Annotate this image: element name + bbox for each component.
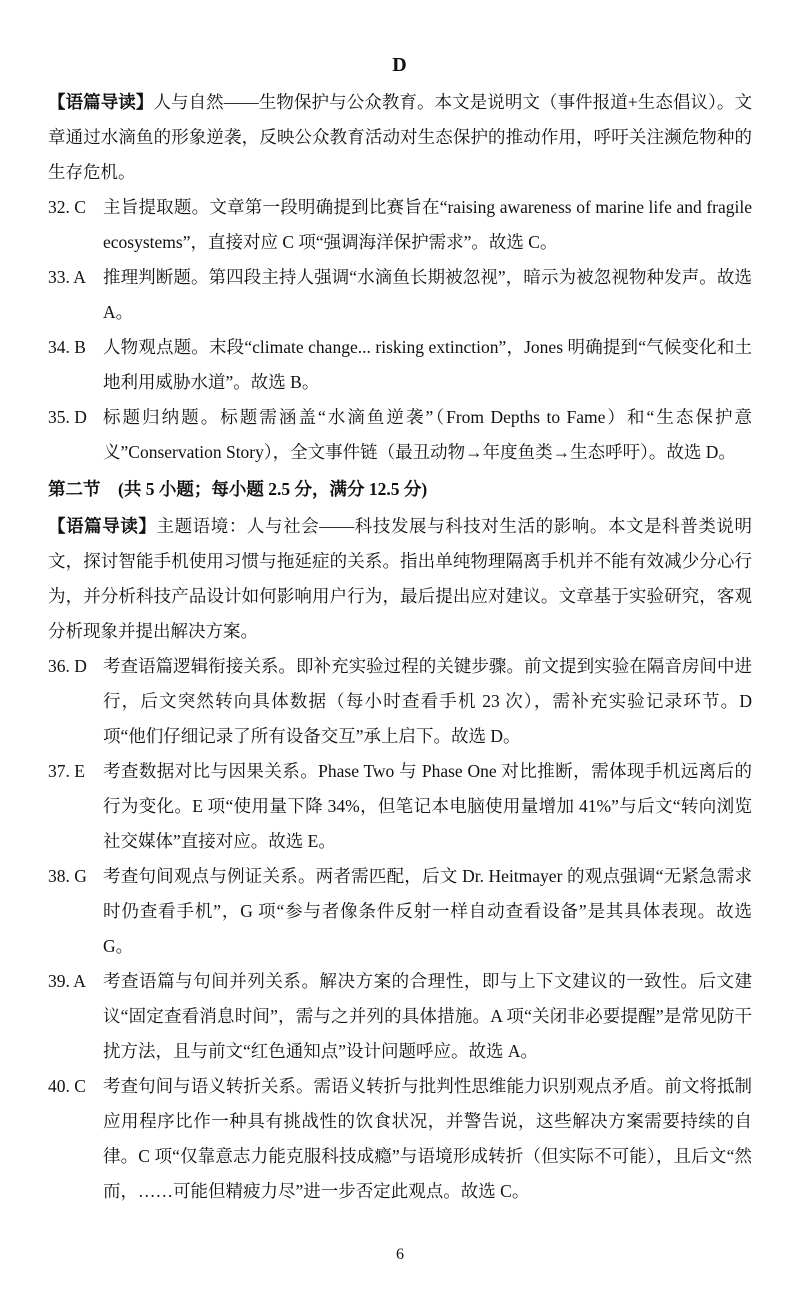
answer-explanation: 考查语篇与句间并列关系。解决方案的合理性，即与上下文建议的一致性。后文建议“固定查看消息时间”，需与之并列的具体措施。A 项“关闭非必要提醒”是常见防干扰方法，且与前文“红色通知点”设计问题呼应。故选 A。 <box>103 971 752 1061</box>
intro-label: 【语篇导读】 <box>48 516 157 536</box>
answer-number: 32. C <box>48 197 86 217</box>
answer-item-36 <box>48 649 752 754</box>
answer-number: 36. D <box>48 656 87 676</box>
answer-number: 34. B <box>48 337 86 357</box>
answer-explanation: 人物观点题。末段“climate change... risking extinction”，Jones 明确提到“气候变化和土地利用威胁水道”。故选 B。 <box>103 337 752 392</box>
answer-explanation: 主旨提取题。文章第一段明确提到比赛旨在“raising awareness of marine life and fragile ecosystems”，直接对应 C 项“强调海洋保护需求”。故选 C。 <box>103 197 752 252</box>
answer-explanation: 考查语篇逻辑衔接关系。即补充实验过程的关键步骤。前文提到实验在隔音房间中进行，后文突然转向具体数据（每小时查看手机 23 次），需补充实验记录环节。D 项“他们仔细记录了所有设备交互”承上启下。故选 D。 <box>103 656 752 746</box>
passage-d-intro <box>48 85 752 190</box>
answer-item-38 <box>48 859 752 964</box>
section2-heading: 第二节 (共 5 小题；每小题 2.5 分，满分 12.5 分) <box>48 479 428 499</box>
answer-number: 37. E <box>48 761 85 781</box>
answer-item-39 <box>48 964 752 1069</box>
section2-intro <box>48 509 752 649</box>
answer-number: 33. A <box>48 267 86 287</box>
answer-explanation: 推理判断题。第四段主持人强调“水滴鱼长期被忽视”，暗示为被忽视物种发声。故选 A。 <box>103 267 752 322</box>
intro-text: 人与自然——生物保护与公众教育。本文是说明文（事件报道+生态倡议）。文章通过水滴鱼的形象逆袭，反映公众教育活动对生态保护的推动作用，呼吁关注濒危物种的生存危机。 <box>48 92 753 182</box>
answer-item-40 <box>48 1069 752 1209</box>
intro-text: 主题语境：人与社会——科技发展与科技对生活的影响。本文是科普类说明文，探讨智能手机使用习惯与拖延症的关系。指出单纯物理隔离手机并不能有效减少分心行为，并分析科技产品设计如何影响用户行为，最后提出应对建议。文章基于实验研究，客观分析现象并提出解决方案。 <box>48 516 753 641</box>
passage-section-title: D <box>392 54 408 76</box>
page-number: 6 <box>396 1246 404 1263</box>
answer-explanation: 考查数据对比与因果关系。Phase Two 与 Phase One 对比推断，需体现手机远离后的行为变化。E 项“使用量下降 34%，但笔记本电脑使用量增加 41%”与后文“转向浏览社交媒体”直接对应。故选 E。 <box>103 761 752 851</box>
answer-number: 35. D <box>48 407 87 427</box>
answer-number: 38. G <box>48 866 87 886</box>
answer-number: 39. A <box>48 971 86 991</box>
answer-item-33 <box>48 260 752 330</box>
answer-item-35 <box>48 400 752 470</box>
answer-explanation: 考查句间观点与例证关系。两者需匹配，后文 Dr. Heitmayer 的观点强调“无紧急需求时仍查看手机”，G 项“参与者像条件反射一样自动查看设备”是其具体表现。故选 G。 <box>103 866 752 956</box>
answer-number: 40. C <box>48 1076 86 1096</box>
answer-item-37 <box>48 754 752 859</box>
answer-item-34 <box>48 330 752 400</box>
answer-explanation: 标题归纳题。标题需涵盖“水滴鱼逆袭”（From Depths to Fame）和“生态保护意义”Conservation Story），全文事件链（最丑动物→年度鱼类→生态呼吁）。故选 D。 <box>103 407 752 462</box>
answer-explanation: 考查句间与语义转折关系。需语义转折与批判性思维能力识别观点矛盾。前文将抵制应用程序比作一种具有挑战性的饮食状况，并警告说，这些解决方案需要持续的自律。C 项“仅靠意志力能克服科技成瘾”与语境形成转折（但实际不可能），且后文“然而，……可能但精疲力尽”进一步否定此观点。故选 C。 <box>103 1076 752 1201</box>
answer-item-32 <box>48 190 752 260</box>
intro-label: 【语篇导读】 <box>48 92 154 112</box>
